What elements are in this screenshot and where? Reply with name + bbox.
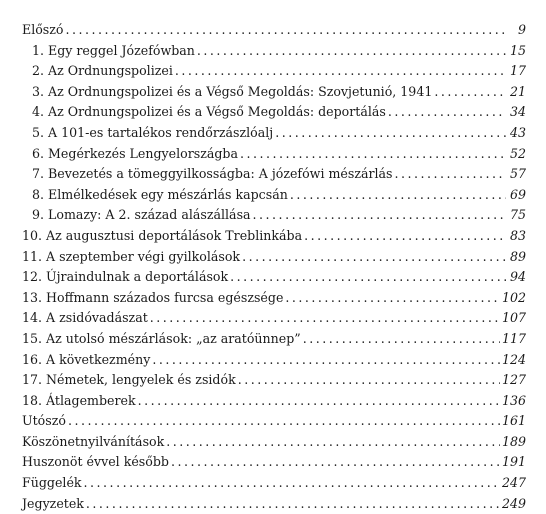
toc-entry-page: 9 <box>517 22 526 37</box>
toc-entry-page: 52 <box>509 145 526 161</box>
toc-entry-title: Utószó <box>22 413 66 429</box>
dot-leader <box>84 473 500 494</box>
dot-leader <box>65 20 506 41</box>
dot-leader <box>303 329 500 350</box>
toc-entry[interactable] <box>22 164 526 185</box>
toc-entry[interactable] <box>22 411 526 432</box>
toc-entry-page: 89 <box>509 248 526 264</box>
toc-entry-title: Bevezetés a tömeggyilkosságba: A józefówi mészárlás <box>48 166 393 182</box>
toc-entry-title: Előszó <box>22 22 64 37</box>
toc-entry-title: Egy reggel Józefówban <box>48 42 195 58</box>
toc-entry-number: 3. <box>32 83 45 99</box>
toc-entry-title: Megérkezés Lengyelországba <box>48 145 238 161</box>
dot-leader <box>304 226 506 247</box>
toc-entry-page: 15 <box>509 42 526 58</box>
toc-entry-number: 8. <box>32 186 45 202</box>
toc-entry-number: 10. <box>22 227 43 243</box>
toc-entry-page: 17 <box>509 63 526 79</box>
toc-entry-title: Elmélkedések egy mészárlás kapcsán <box>48 186 288 202</box>
toc-entry-page: 117 <box>501 330 526 346</box>
toc-entry[interactable] <box>22 288 526 309</box>
toc-entry[interactable] <box>22 391 526 412</box>
toc-entry[interactable] <box>22 144 526 165</box>
toc-entry-number: 1. <box>32 42 45 58</box>
toc-entry-title: Átlagemberek <box>46 392 136 408</box>
toc-entry-number: 16. <box>22 351 43 367</box>
dot-leader <box>86 494 500 514</box>
toc-entry-number: 2. <box>32 63 45 79</box>
dot-leader <box>238 370 500 391</box>
dot-leader <box>150 308 500 329</box>
toc-entry-page: 189 <box>501 433 526 449</box>
toc-entry[interactable] <box>22 247 526 268</box>
toc-entry-number: 4. <box>32 104 45 120</box>
toc-entry[interactable] <box>22 329 526 350</box>
toc-entry[interactable] <box>22 452 526 473</box>
toc-entry-number: 9. <box>32 207 45 223</box>
dot-leader <box>166 432 500 453</box>
dot-leader <box>434 82 506 103</box>
toc-entry-page: 124 <box>501 351 526 367</box>
toc-entry-title: A 101-es tartalékos rendőrzászlóalj <box>48 124 274 140</box>
toc-entry[interactable] <box>22 267 526 288</box>
toc-entry-number: 15. <box>22 330 43 346</box>
toc-entry-page: 57 <box>509 166 526 182</box>
dot-leader <box>253 205 506 226</box>
toc-entry-title: Hoffmann százados furcsa egészsége <box>46 289 284 305</box>
toc-entry-title: Függelék <box>22 475 82 491</box>
dot-leader <box>285 288 500 309</box>
toc-entry-title: Az augusztusi deportálások Treblinkába <box>46 227 303 243</box>
toc-entry-title: Huszonöt évvel később <box>22 454 169 470</box>
toc-entry-number: 6. <box>32 145 45 161</box>
toc-entry[interactable] <box>22 82 526 103</box>
toc-entry-page: 136 <box>501 392 526 408</box>
toc-entry-page: 34 <box>509 104 526 120</box>
toc-entry-page: 247 <box>501 475 526 491</box>
toc-entry-title: Újraindulnak a deportálások <box>46 269 229 285</box>
dot-leader <box>230 267 506 288</box>
toc-entry[interactable] <box>22 494 526 514</box>
dot-leader <box>171 452 500 473</box>
toc-entry-page: 75 <box>509 207 526 223</box>
dot-leader <box>138 391 500 412</box>
toc-entry-title: Köszönetnyilvánítások <box>22 433 165 449</box>
toc-entry[interactable] <box>22 473 526 494</box>
toc-entry-page: 21 <box>509 83 526 99</box>
toc-entry-title: Az Ordnungspolizei és a Végső Megoldás: Szovjetunió, 1941 <box>48 83 433 99</box>
dot-leader <box>290 185 506 206</box>
toc-entry-number: 13. <box>22 289 43 305</box>
toc-entry-page: 191 <box>501 454 526 470</box>
toc-entry[interactable] <box>22 350 526 371</box>
toc-entry[interactable] <box>22 370 526 391</box>
dot-leader <box>197 41 506 62</box>
toc-entry-number: 5. <box>32 124 45 140</box>
dot-leader <box>395 164 507 185</box>
toc-entry-page: 83 <box>509 227 526 243</box>
toc-entry-number: 17. <box>22 372 43 388</box>
toc-entry-page: 127 <box>501 372 526 388</box>
toc-entry-page: 69 <box>509 186 526 202</box>
toc-entry[interactable] <box>22 205 526 226</box>
toc-entry[interactable] <box>22 41 526 62</box>
dot-leader <box>68 411 500 432</box>
toc-entry-title: A zsidóvadászat <box>46 310 148 326</box>
table-of-contents <box>22 20 526 514</box>
dot-leader <box>388 102 506 123</box>
toc-entry[interactable] <box>22 432 526 453</box>
toc-entry[interactable] <box>22 20 526 41</box>
toc-entry-title: A szeptember végi gyilkolások <box>46 248 241 264</box>
dot-leader <box>175 61 506 82</box>
dot-leader <box>152 350 500 371</box>
toc-entry-page: 43 <box>509 124 526 140</box>
toc-entry[interactable] <box>22 123 526 144</box>
toc-entry-number: 18. <box>22 392 43 408</box>
toc-entry-page: 102 <box>501 289 526 305</box>
dot-leader <box>240 144 506 165</box>
toc-entry[interactable] <box>22 102 526 123</box>
toc-entry[interactable] <box>22 226 526 247</box>
toc-entry-page: 94 <box>509 269 526 285</box>
toc-entry-title: A következmény <box>46 351 151 367</box>
toc-entry-page: 161 <box>501 413 526 429</box>
toc-entry[interactable] <box>22 61 526 82</box>
toc-entry-title: Jegyzetek <box>22 495 84 511</box>
toc-entry[interactable] <box>22 185 526 206</box>
toc-entry-number: 12. <box>22 269 43 285</box>
dot-leader <box>275 123 506 144</box>
toc-entry-number: 11. <box>22 248 43 264</box>
toc-entry[interactable] <box>22 308 526 329</box>
toc-entry-page: 249 <box>501 495 526 511</box>
toc-entry-title: Németek, lengyelek és zsidók <box>46 372 236 388</box>
dot-leader <box>242 247 506 268</box>
toc-entry-title: Lomazy: A 2. század alászállása <box>48 207 251 223</box>
toc-entry-title: Az Ordnungspolizei és a Végső Megoldás: deportálás <box>48 104 386 120</box>
toc-entry-number: 14. <box>22 310 43 326</box>
toc-entry-number: 7. <box>32 166 45 182</box>
toc-entry-title: Az utolsó mészárlások: „az aratóünnep” <box>46 330 301 346</box>
toc-entry-page: 107 <box>501 310 526 326</box>
toc-entry-title: Az Ordnungspolizei <box>48 63 173 79</box>
